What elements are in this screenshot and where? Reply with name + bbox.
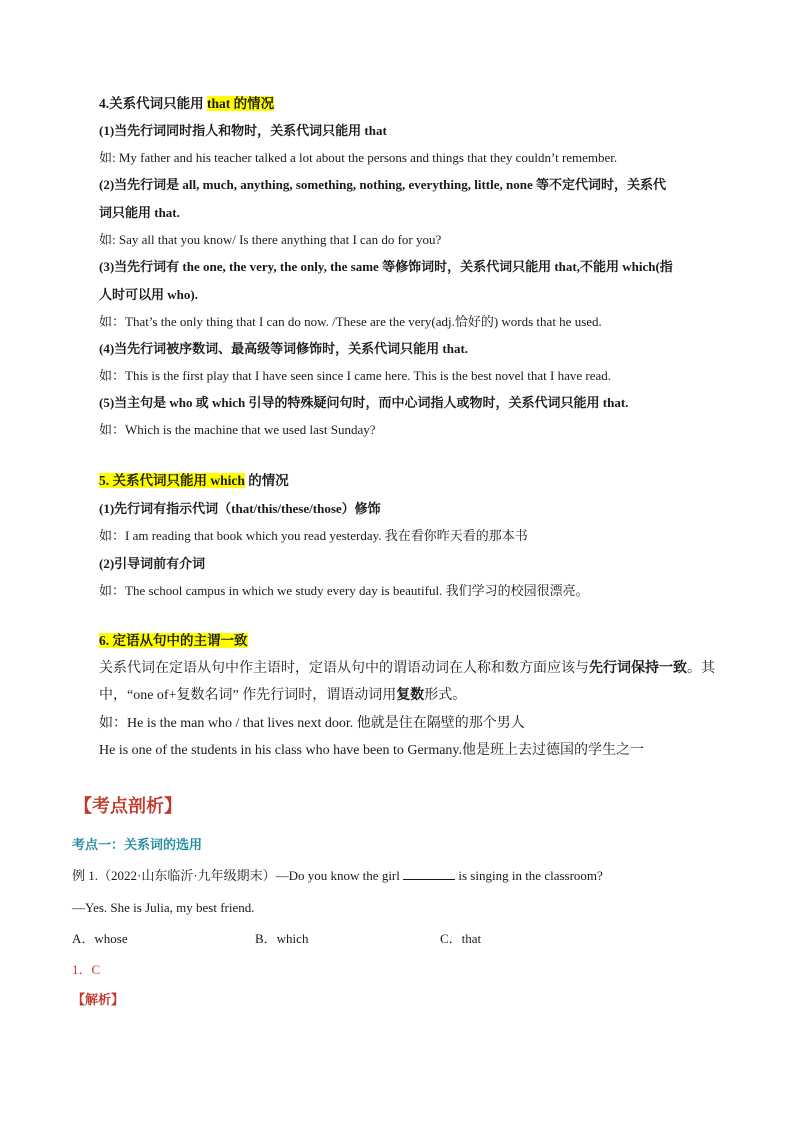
question-text: is singing in the classroom?: [455, 868, 603, 883]
section-6-title: [99, 632, 248, 650]
example-4-3: 如：That’s the only thing that I can do now. /These are the very(adj.恰好的) words that he used.: [99, 314, 602, 329]
bold-text: 复数: [396, 688, 425, 703]
title-highlight: 6. 定语从句中的主谓一致: [99, 633, 248, 648]
point-1-heading: 考点一：关系词的选用: [72, 837, 203, 852]
title-text: 的情况: [244, 473, 289, 488]
text: 中，“one of+复数名词” 作先行词时，谓语动词用: [99, 688, 397, 703]
example-6-2: He is one of the students in his class who have been to Germany.他是班上去过德国的学生之一: [99, 743, 645, 758]
text: 形式。: [424, 688, 467, 703]
section-4-title: [99, 95, 274, 113]
example-5-1: 如：I am reading that book which you read yesterday. 我在看你昨天看的那本书: [99, 528, 528, 543]
example-4-5: 如：Which is the machine that we used last Sunday?: [99, 422, 376, 437]
text: 。其: [687, 661, 715, 676]
option-a: A．whose: [72, 931, 128, 946]
question-1: [72, 867, 603, 885]
option-c: C．that: [440, 931, 482, 946]
option-b: B．which: [255, 931, 309, 946]
rule-4-2b: 词只能用 that.: [99, 205, 180, 220]
rule-5-2: (2)引导词前有介词: [99, 556, 206, 571]
rule-4-2a: (2)当先行词是 all, much, anything, something, nothing, everything, little, none 等不定代词时，关系代: [99, 177, 666, 192]
title-keyword-highlight: that: [207, 96, 231, 111]
rule-4-3b: 人时可以用 who).: [99, 287, 198, 302]
section-5-title: [99, 472, 289, 490]
paragraph-6-line2: [99, 687, 466, 705]
question-text: 例 1.（2022·山东临沂·九年级期末）—Do you know the girl: [72, 868, 404, 883]
question-1-reply: —Yes. She is Julia, my best friend.: [72, 900, 255, 915]
title-text: 4.关系代词只能用: [99, 96, 207, 111]
title-text-highlight: 5. 关系代词只能用: [99, 473, 211, 488]
rule-4-4: (4)当先行词被序数词、最高级等词修饰时，关系代词只能用 that.: [99, 341, 469, 356]
example-4-4: 如：This is the first play that I have seen since I came here. This is the best novel that I have read.: [99, 368, 612, 383]
text: 关系代词在定语从句中作主语时，定语从句中的谓语动词在人称和数方面应该与: [99, 661, 589, 676]
title-keyword-highlight: which: [210, 473, 245, 488]
paragraph-6-line1: [99, 660, 715, 678]
answer: 1．C: [72, 962, 101, 977]
title-text-highlight: 的情况: [230, 96, 275, 111]
example-5-2: 如：The school campus in which we study every day is beautiful. 我们学习的校园很漂亮。: [99, 583, 589, 598]
explanation-header: 【解析】: [72, 992, 125, 1007]
analysis-header: 【考点剖析】: [74, 796, 182, 816]
rule-4-1: (1)当先行词同时指人和物时，关系代词只能用 that: [99, 123, 387, 138]
rule-4-3a: (3)当先行词有 the one, the very, the only, the same 等修饰词时，关系代词只能用 that,不能用 which(指: [99, 259, 673, 274]
example-4-2: 如: Say all that you know/ Is there anything that I can do for you?: [99, 232, 442, 247]
rule-5-1: (1)先行词有指示代词（that/this/these/those）修饰: [99, 501, 381, 516]
example-6-1: 如：He is the man who / that lives next door. 他就是住在隔壁的那个男人: [99, 716, 525, 731]
bold-text: 先行词保持一致: [589, 661, 687, 676]
example-4-1: 如: My father and his teacher talked a lot about the persons and things that they couldn’t remember.: [99, 150, 618, 165]
answer-blank: [403, 867, 455, 880]
rule-4-5: (5)当主句是 who 或 which 引导的特殊疑问句时，而中心词指人或物时，关系代词只能用 that.: [99, 395, 629, 410]
